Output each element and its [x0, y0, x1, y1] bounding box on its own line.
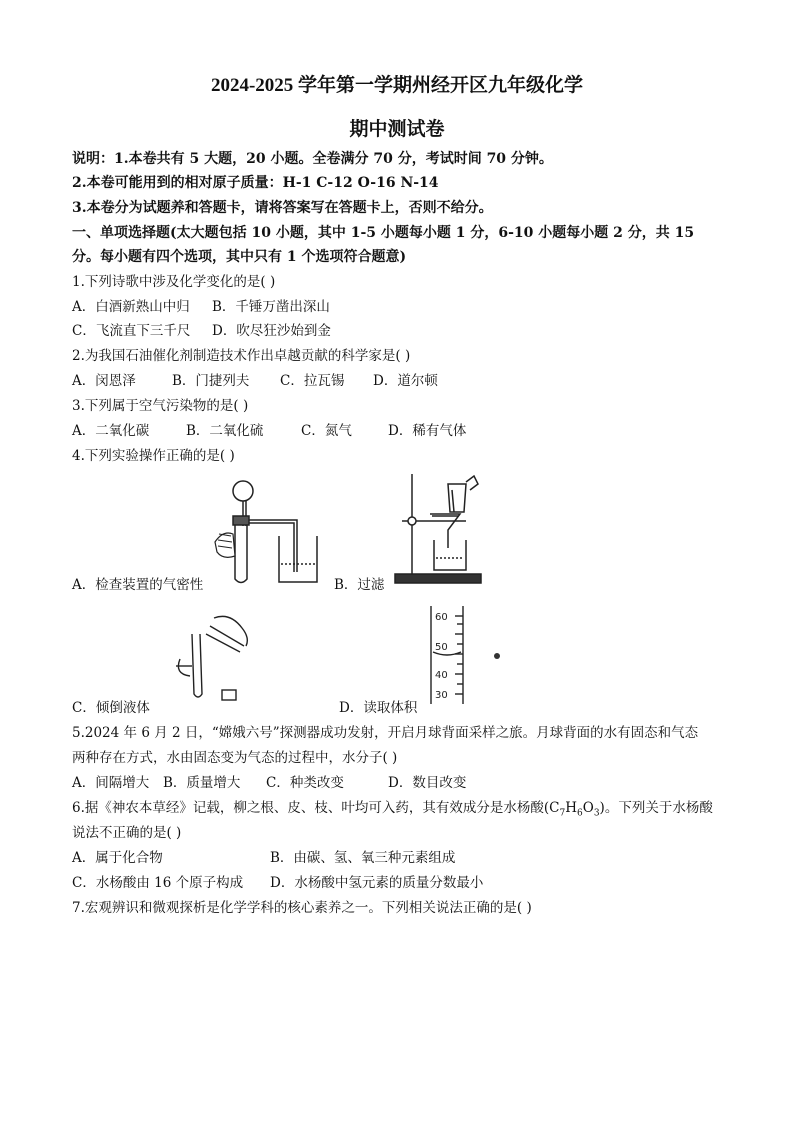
q2-stem: 2.为我国石油催化剂制造技术作出卓越贡献的科学家是( ) [72, 348, 411, 364]
q4-option-d: D．读取体积 [339, 700, 418, 716]
q2-option-c: C．拉瓦锡 [280, 373, 345, 389]
q2-option-a: A．闵恩泽 [72, 373, 136, 389]
exam-title-line2: 期中测试卷 [349, 119, 445, 140]
q7-stem: 7.宏观辨识和微观探析是化学学科的核心素养之一。下列相关说法正确的是( ) [72, 900, 532, 916]
q1-option-b: B．千锤万凿出深山 [212, 299, 330, 315]
graduated-cylinder-figure [425, 604, 515, 704]
q3-option-c: C．氮气 [301, 423, 352, 439]
filtration-figure [390, 472, 490, 587]
q3-option-d: D．稀有气体 [388, 423, 467, 439]
q6-stem-line1: 6.据《神农本草经》记载，柳之根、皮、枝、叶均可入药，其有效成分是水杨酸$(C_7H_6O_3)$。下列关于水杨酸 [72, 800, 713, 819]
q1-stem: 1.下列诗歌中涉及化学变化的是( ) [72, 274, 276, 290]
q1-option-c: C．飞流直下三千尺 [72, 323, 191, 339]
q5-stem-line2: 两种存在方式，水由固态变为气态的过程中，水分子( ) [72, 750, 398, 766]
q4-option-a: A．检查装置的气密性 [72, 577, 204, 593]
cylinder-tick-40: 40 [435, 670, 448, 681]
q1-option-a: A．白酒新熟山中归 [72, 299, 190, 315]
q3-stem: 3.下列属于空气污染物的是( ) [72, 398, 249, 414]
q4-stem: 4.下列实验操作正确的是( ) [72, 448, 235, 464]
q6-option-a: A．属于化合物 [72, 850, 163, 866]
q5-option-d: D．数目改变 [388, 775, 467, 791]
instruction-2: 2.本卷可能用到的相对原子质量：H-1 C-12 O-16 N-14 [72, 175, 439, 191]
q6-option-c: C．水杨酸由 16 个原子构成 [72, 875, 244, 891]
pouring-liquid-figure [170, 604, 260, 704]
q5-stem-line1: 5.2024 年 6 月 2 日，“嫦娥六号”探测器成功发射，开启月球背面采样之旅。月球背面的水有固态和气态 [72, 725, 699, 741]
q2-option-b: B．门捷列夫 [172, 373, 250, 389]
q4-option-c: C．倾倒液体 [72, 700, 150, 716]
q6-stem-line2: 说法不正确的是( ) [72, 825, 182, 841]
q1-option-d: D．吹尽狂沙始到金 [212, 323, 331, 339]
instruction-1: 说明：1.本卷共有 5 大题，20 小题。全卷满分 70 分，考试时间 70 分钟。 [72, 151, 553, 167]
instruction-3: 3.本卷分为试题养和答题卡，请将答案写在答题卡上，否则不给分。 [72, 200, 493, 216]
q5-option-b: B．质量增大 [163, 775, 241, 791]
q4-option-b: B．过滤 [334, 577, 385, 593]
q3-option-b: B．二氧化硫 [186, 423, 264, 439]
q5-option-c: C．种类改变 [266, 775, 344, 791]
q3-option-a: A．二氧化碳 [72, 423, 150, 439]
cylinder-tick-60: 60 [435, 612, 448, 623]
airtightness-check-figure [205, 474, 335, 589]
q6-option-d: D．水杨酸中氢元素的质量分数最小 [270, 875, 484, 891]
section1-heading-line1: 一、单项选择题(太大题包括 10 小题，其中 1-5 小题每小题 1 分，6-10 小题每小题 2 分，共 15 [72, 225, 695, 241]
cylinder-tick-30: 30 [435, 690, 448, 701]
q2-option-d: D．道尔顿 [373, 373, 438, 389]
q5-option-a: A．间隔增大 [72, 775, 150, 791]
q6-option-b: B．由碳、氢、氧三种元素组成 [270, 850, 456, 866]
section1-heading-line2: 分。每小题有四个选项，其中只有 1 个选项符合题意) [72, 249, 407, 265]
exam-title-line1: 2024-2025 学年第一学期州经开区九年级化学 [210, 75, 584, 96]
cylinder-tick-50: 50 [435, 642, 448, 653]
